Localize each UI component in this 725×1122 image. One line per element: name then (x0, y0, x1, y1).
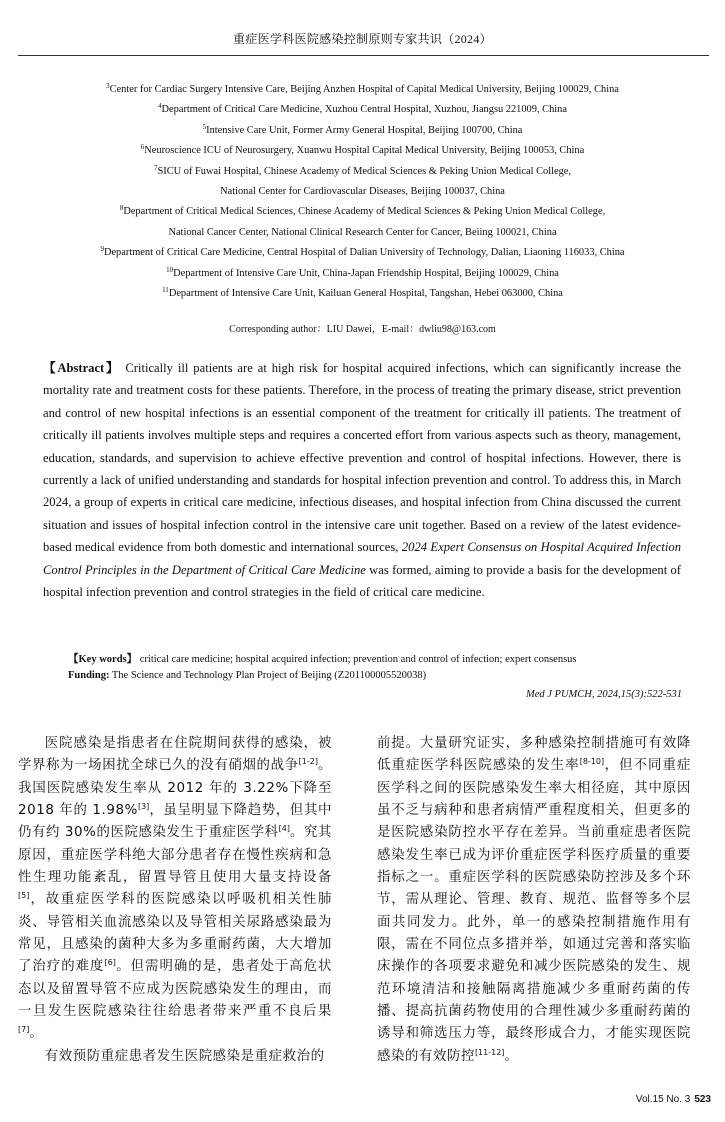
running-title: 重症医学科医院感染控制原则专家共识（2024） (233, 32, 492, 46)
corresponding-author: Corresponding author：LIU Dawei，E-mail：dwliu98@163.com (229, 324, 496, 335)
reference-mark: [6] (104, 958, 116, 968)
reference-mark: [8-10] (579, 757, 605, 767)
reference-mark: [7] (18, 1025, 30, 1035)
funding (68, 670, 688, 681)
affiliation-line: $^9$Department of Critical Care Medicine, Central Hospital of Dalian University of Technology, Dalian, Liaoning 116033, China (100, 245, 625, 259)
body-paragraph: 医院感染是指患者在住院期间获得的感染，被学界称为一场困扰全球已久的没有硝烟的战争[1-2]。我国医院感染发生率从 2012 年的 3.22%下降至 2018 年的 1.98%[3]，虽呈明显下降趋势，但其中仍有约 30%的医院感染发生于重症医学科[4]。究其原因，重症医学科绝大部分患者存在慢性疾病和急性生理功能紊乱，留置导管且使用大量支持设备[5]，故重症医学科的医院感染以呼吸机相关性肺炎、导管相关血流感染以及导管相关尿路感染最为常见，且感染的菌种大多为多重耐药菌，大大增加了治疗的难度[6]。但需明确的是，患者处于高危状态以及留置导管不应成为医院感染发生的理由，而一旦发生医院感染往往给患者带来严重不良后果[7]。 (18, 736, 333, 1042)
keywords-text: critical care medicine; hospital acquired infection; prevention and control of infection; expert consensus (139, 654, 577, 665)
affiliation-line: National Cancer Center, National Clinical Research Center for Cancer, Beiing 100021, China (168, 226, 557, 238)
reference-mark: [1-2] (298, 757, 318, 767)
keywords (68, 651, 688, 666)
affiliation-line: $^6$Neuroscience ICU of Neurosurgery, Xuanwu Hospital Capital Medical University, Beijing 100053, China (140, 143, 585, 157)
body-paragraph: 前提。大量研究证实，多种感染控制措施可有效降低重症医学科医院感染的发生率[8-10]，但不同重症医学科之间的医院感染发生率大相径庭，其中原因虽不乏与病种和患者病情严重程度相关，但更多的是医院感染防控水平存在差异。当前重症患者医院感染发生率已成为评价重症医学科医疗质量的重要指标之一。重症医学科的医院感染防控涉及多个环节，需从理论、管理、教育、规范、监督等多个层面共同发力。此外，单一的感染控制措施作用有限，需在不同位点多措并举，如通过完善和落实临床操作的各项要求避免和减少医院感染的发生、规范环境清洁和接触隔离措施减少多重耐药菌的传播、提高抗菌药物使用的合理性减少多重耐药菌的诱导和筛选压力等，最终形成合力，才能实现医院感染的有效防控[11-12]。 (377, 736, 691, 1064)
reference-mark: [11-12] (474, 1047, 505, 1057)
affiliation-line: $^3$Center for Cardiac Surgery Intensive Care, Beijing Anzhen Hospital of Capital Medical University, Beijing 100029, China (106, 82, 619, 95)
affiliation-line: National Center for Cardiovascular Diseases, Beijing 100037, China (220, 186, 505, 198)
volume-issue: Vol.15 No. 3 (635, 1094, 691, 1105)
reference-mark: [5] (18, 891, 30, 901)
keywords-label: 【Key words】 (68, 654, 138, 665)
page-footer (636, 1094, 711, 1105)
affiliation-line: $^8$Department of Critical Medical Sciences, Chinese Academy of Medical Sciences & Peking Union Medical College, (119, 204, 606, 218)
body-column-left (18, 733, 332, 1068)
abstract-label: 【Abstract】 (43, 361, 121, 375)
funding-label: Funding: (68, 670, 110, 681)
affiliation-line: $^4$Department of Critical Care Medicine, Xuzhou Central Hospital, Xuzhou, Jiangsu 221009, China (158, 102, 567, 116)
affiliation-line: $^7$SICU of Fuwai Hospital, Chinese Academy of Medical Sciences & Peking Union Medical College, (153, 163, 572, 177)
abstract-text-end: was formed, aiming to provide a basis for the development of hospital infection prevention and control strategies in the field of critical care medicine. (43, 562, 681, 600)
affiliations (30, 80, 695, 304)
reference-mark: [3] (137, 802, 150, 812)
affiliation-line: $^{10}$Department of Intensive Care Unit, China-Japan Friendship Hospital, Beijing 100029, China (166, 265, 559, 279)
body-paragraph: 有效预防重症患者发生医院感染是重症救治的 (44, 1048, 325, 1064)
funding-text: The Science and Technology Plan Project of Beijing (Z201100005520038) (111, 670, 427, 681)
page-number: 523 (694, 1094, 711, 1105)
abstract (43, 357, 681, 603)
affiliation-line: $^5$Intensive Care Unit, Former Army General Hospital, Beijing 100700, China (202, 122, 523, 136)
body-column-right (377, 733, 691, 1068)
header-rule (18, 55, 709, 56)
reference-mark: [4] (278, 824, 290, 834)
consensus-title: 2024 Expert Consensus on Hospital Acquired Infection Control Principles in the Department of Critical Care Medicine (43, 540, 681, 577)
abstract-text: Critically ill patients are at high risk for hospital acquired infections, which can significantly increase the mortality rate and treatment costs for these patients. Therefore, in the process of treating the primary disease, strict prevention and control of new hospital infections is an essential component of the treatment for critically ill patients. The treatment of critically ill patients involves multiple steps and requires a concerted effort from various aspects such as theory, management, education, standards, and supervision to achieve effective prevention and control of hospital infections. However, there is currently a lack of unified understanding and standards for hospital infection prevention and control. To address this, in March 2024, a group of experts in critical care medicine, infectious diseases, and hospital infection from China discussed the current situation and issues of hospital infection control in the intensive care unit together. Based on a review of the latest evidence-based medical evidence from both domestic and international sources, (43, 361, 681, 555)
journal-citation: Med J PUMCH, 2024,15(3):522-531 (525, 689, 682, 700)
affiliation-line: $^{11}$Department of Intensive Care Unit, Kailuan General Hospital, Tangshan, Hebei 063000, China (162, 286, 563, 300)
